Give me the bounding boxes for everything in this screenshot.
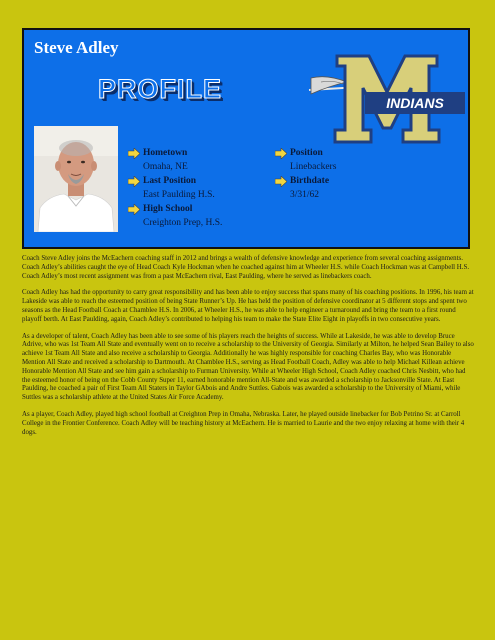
bio-paragraph-4: As a player, Coach Adley, played high school football at Creighton Prep in Omaha, Nebraska. Later, he played outside linebacker for Bob Petrino Sr. at Carroll College in the Frontier Conference. Coach Adley will be teaching history at McEachern. He is married to Laurie and the two enjoy relaxing at home with their 4 dogs.	[22, 410, 465, 436]
indians-logo	[307, 52, 467, 148]
profile-header	[22, 28, 470, 249]
arrow-right-icon	[128, 176, 140, 187]
birthdate-label: Birthdate	[290, 176, 330, 186]
high-school-value: Creighton Prep, H.S.	[143, 218, 223, 228]
info-column-right	[275, 146, 336, 202]
arrow-right-icon	[128, 204, 140, 215]
info-column-left	[128, 146, 222, 230]
coach-photo	[34, 126, 118, 232]
birthdate-value: 3/31/62	[290, 190, 320, 200]
birthdate-item	[275, 174, 336, 202]
bio-paragraph-3: As a developer of talent, Coach Adley has been able to see some of his players reach the heights of success. While at Lakeside, he was able to develop Bruce Adrive, who was 1st Team All State and eventually went on to receive a scholarship to the University of Georgia. Similarly at Milton, he helped Sean Bailey to also achieve 1st Team All State and also receive a scholarship to Georgia. Additionally he was highly responsible for coaching Charles Bay, who was Honorable Mention All State and received a scholarship to Dartmouth. At Chamblee H.S., serving as Head Football Coach, Adley was able to help Michael Killean achieve Honorable Mention All State and see him gain a scholarship to Furman University. While at Wheeler High School, Coach Adley coached Chris Nesbitt, who had the esteemed honor of being on the Cobb County Super 11, earned honorable mention All-State and was awarded a scholarship to Jacksonville State. At East Paulding, he coached a pair of First Team All Staters in Taylor GAbois and Andre Suttles. Gabois was awarded a scholarship to the University of Miami, while Suttles was a scholarship athlete at the United States Air Force Academy.	[22, 332, 474, 402]
high-school-label: High School	[143, 204, 193, 214]
last-position-value: East Paulding H.S.	[143, 190, 215, 200]
bio-paragraph-1: Coach Steve Adley joins the McEachern coaching staff in 2012 and brings a wealth of defensive knowledge and experience from several coaching assignments. Coach Adley’s abilities caught the eye of Head Coach Kyle Hockman when he coached against him at Wheeler H.S. while Coach Hockman was at Campbell H.S. Coach Adley’s most recent assignment was from a past McEachern rival, East Paulding, where he served as linebackers coach.	[22, 255, 470, 280]
biography-article	[22, 255, 474, 445]
arrow-right-icon	[275, 176, 287, 187]
position-item	[275, 146, 336, 174]
hometown-label: Hometown	[143, 148, 188, 158]
last-position-item	[128, 174, 222, 202]
bio-paragraph-2: Coach Adley has had the opportunity to carry great responsibility and has been able to enjoy success that spans many of his coaching positions. In 1996, his team at Lakeside was able to reach the esteemed position of being State Runner’s Up. He has held the position of defensive coordinator at 5 different stops and spent two seasons as the Head Football Coach at Chamblee H.S. In 2006, at Wheeler H.S., he was able to help engineer a turnaround and bring the team to a first round playoff berth. At East Paulding, again, Coach Adley’s contributed to helping his team to make the State Elite Eight in playoffs in two consecutive years.	[22, 289, 474, 323]
last-position-label: Last Position	[143, 176, 197, 186]
arrow-right-icon	[275, 148, 287, 159]
logo-text: INDIANS	[386, 95, 444, 111]
position-value: Linebackers	[290, 162, 337, 172]
high-school-item	[128, 202, 222, 230]
position-label: Position	[290, 148, 323, 158]
arrow-right-icon	[128, 148, 140, 159]
hometown-value: Omaha, NE	[143, 162, 188, 172]
coach-name: Steve Adley	[34, 38, 119, 57]
hometown-item	[128, 146, 222, 174]
profile-title: PROFILE	[98, 74, 223, 104]
